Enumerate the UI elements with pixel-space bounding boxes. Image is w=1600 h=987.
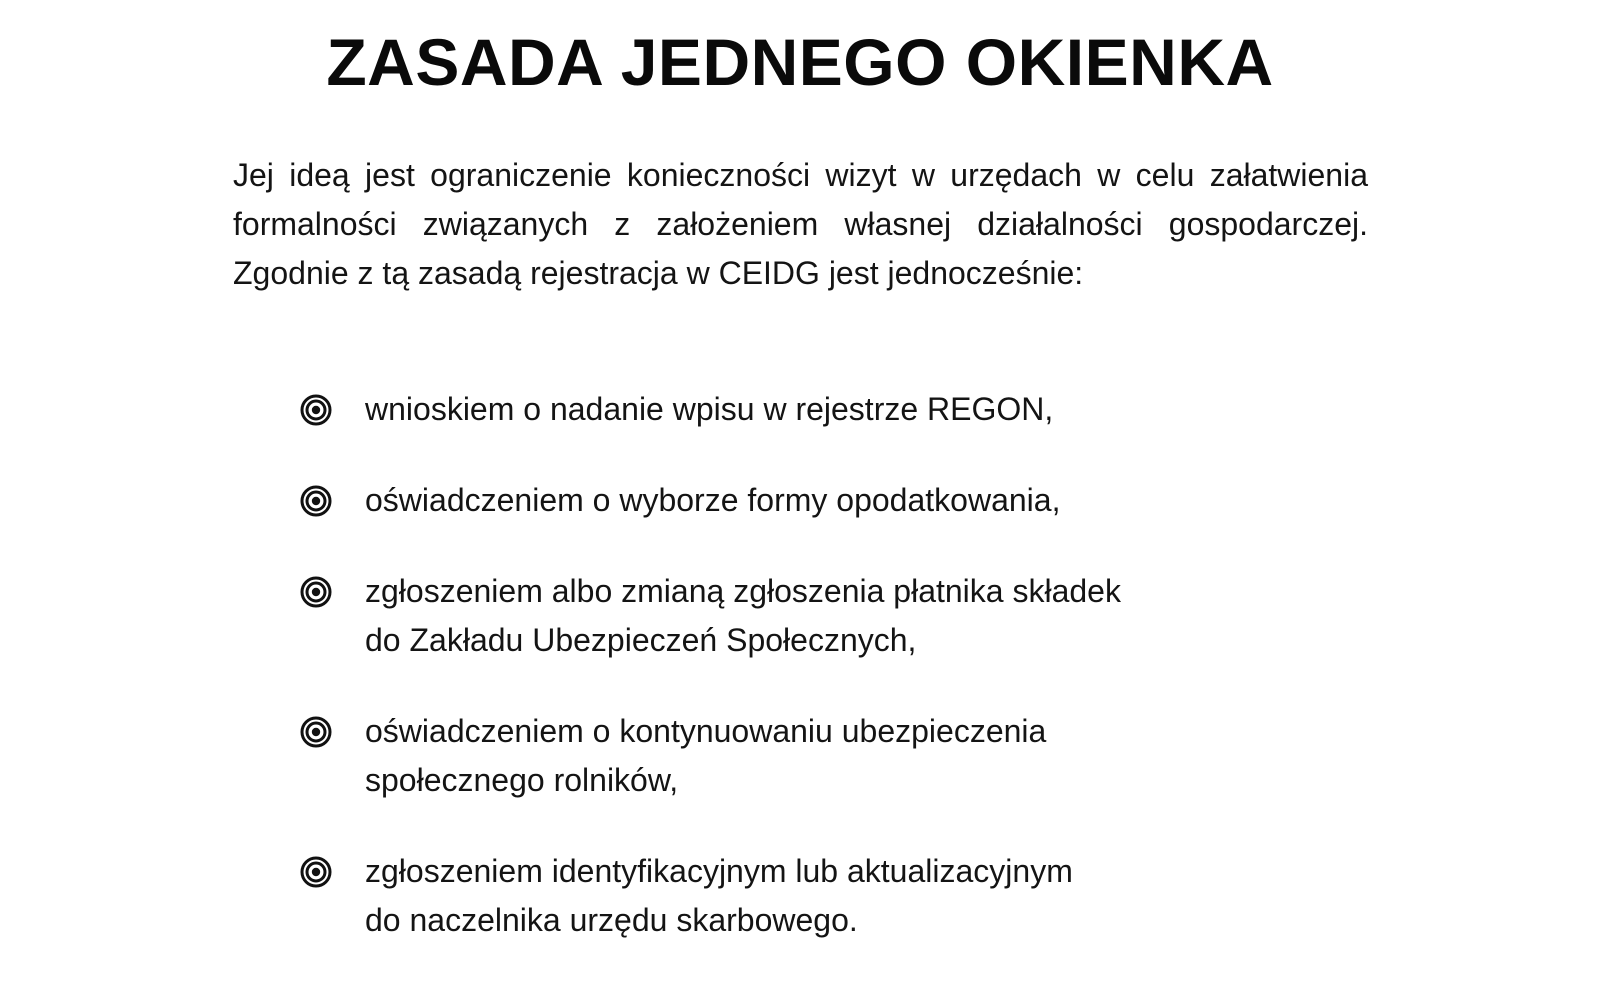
list-item xyxy=(300,567,1300,665)
list-item xyxy=(300,707,1300,805)
list-item-text-line2: do naczelnika urzędu skarbowego. xyxy=(365,902,858,938)
list-item-text-line2: do Zakładu Ubezpieczeń Społecznych, xyxy=(365,622,917,658)
list-item-text-line1: zgłoszeniem albo zmianą zgłoszenia płatnika składek xyxy=(365,573,1121,609)
list-item-text-line1: wnioskiem o nadanie wpisu w rejestrze REGON, xyxy=(365,391,1054,427)
target-bullet-icon xyxy=(300,394,332,426)
list-item-text-line1: zgłoszeniem identyfikacyjnym lub aktualizacyjnym xyxy=(365,853,1073,889)
target-bullet-icon xyxy=(300,716,332,748)
target-bullet-icon xyxy=(300,856,332,888)
intro-paragraph: Jej ideą jest ograniczenie konieczności wizyt w urzędach w celu załatwienia formalności związanych z założeniem własnej działalności gospodarczej. Zgodnie z tą zasadą rejestracja w CEIDG jest jednocześnie: xyxy=(233,157,1368,291)
list-item-text-line1: oświadczeniem o wyborze formy opodatkowania, xyxy=(365,482,1061,518)
bullet-list xyxy=(300,385,1300,987)
target-bullet-icon xyxy=(300,485,332,517)
list-item xyxy=(300,847,1300,945)
target-bullet-icon xyxy=(300,576,332,608)
list-item-text-line1: oświadczeniem o kontynuowaniu ubezpieczenia xyxy=(365,713,1047,749)
list-item xyxy=(300,476,1300,525)
page-title: ZASADA JEDNEGO OKIENKA xyxy=(326,25,1274,99)
list-item-text-line2: społecznego rolników, xyxy=(365,762,679,798)
list-item xyxy=(300,385,1300,434)
